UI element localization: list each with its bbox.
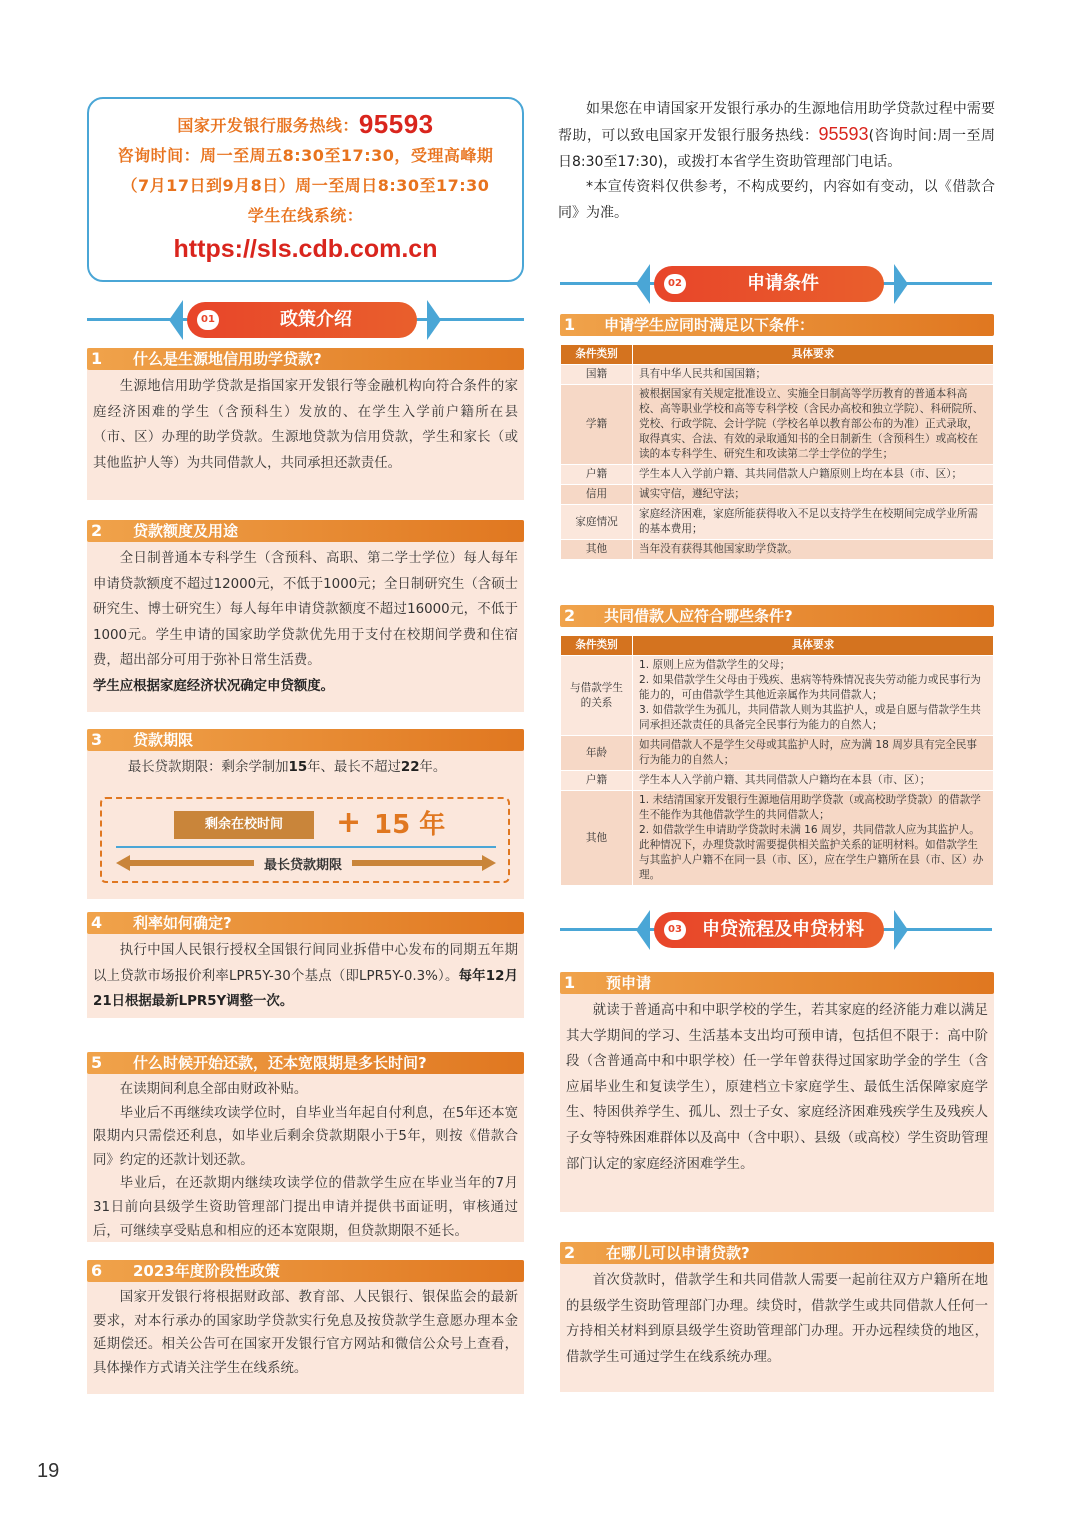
item-number: 2 — [564, 1243, 576, 1262]
section-banner-conditions — [560, 264, 992, 304]
remaining-school-time-tag: 剩余在校时间 — [174, 811, 314, 839]
policy-box-q6-body — [93, 1286, 518, 1380]
row-category: 其他 — [561, 791, 633, 886]
row-requirement: 诚实守信，遵纪守法； — [633, 485, 994, 505]
row-requirement: 具有中华人民共和国国籍； — [633, 365, 994, 385]
policy-box-q2 — [87, 520, 524, 712]
process-box-pre-header — [560, 972, 994, 994]
item-number: 1 — [564, 973, 576, 992]
hotline-number[interactable]: 95593 — [358, 109, 434, 139]
q3-text-c: 年。 — [419, 760, 447, 775]
table-row — [561, 465, 994, 485]
intro-hotline-number[interactable]: 95593 — [818, 124, 869, 145]
intro-p1b: (咨询时间:周一至周日8:30至17:30)，或拨打本省学生资助管理部门电话。 — [558, 128, 995, 170]
policy-box-q1-header — [87, 348, 524, 370]
plus-sign: + — [336, 805, 362, 840]
row-requirement: 被根据国家有关规定批准设立、实施全日制高等学历教育的普通本科高校、高等职业学校和高等专科学校（含民办高校和独立学院）、科研院所、党校、行政学院、会计学院（学校名单以教育部公布的为准）正式录取，取得真实、合法、有效的录取通知书的全日制新生（含预科生）或高校在读的本专科学生、研究生和攻读第二学士学位的学生； — [633, 385, 994, 465]
hotline-hours-line2: （7月17日到9月8日）周一至周日8:30至17:30 — [121, 176, 490, 195]
row-requirement: 学生本人入学前户籍、其共同借款人户籍原则上均在本县（市、区）； — [633, 465, 994, 485]
section-banner-policy — [87, 300, 524, 340]
policy-box-q1-body — [93, 374, 518, 476]
online-system-label: 学生在线系统： — [247, 206, 364, 225]
row-category: 学籍 — [561, 385, 633, 465]
student-conditions-header-box — [560, 314, 994, 336]
q1-text: 生源地信用助学贷款是指国家开发银行等金融机构向符合条件的家庭经济困难的学生（含预科生）发放的、在学生入学前户籍所在县（市、区）办理的助学贷款。生源地贷款为信用贷款，学生和家长（或其他监护人等）为共同借款人，共同承担还款责任。 — [93, 379, 518, 471]
process-box-where-header — [560, 1242, 994, 1264]
table-row — [561, 656, 994, 736]
table-row — [561, 791, 994, 886]
item-number: 3 — [91, 730, 103, 749]
q3-text — [93, 755, 518, 781]
section-badge-02: 02 — [664, 274, 686, 294]
q4-text-main: 执行中国人民银行授权全国银行间同业拆借中心发布的同期五年期以上贷款市场报价利率LPR5Y-30个基点（即LPR5Y-0.3%）。 — [93, 943, 518, 984]
intro-p1a: 如果您在申请国家开发银行承办的生源地信用助学贷款过程中需要帮助，可以致电国家开发银行服务热线： — [558, 101, 995, 145]
policy-box-q2-body — [93, 546, 518, 700]
row-category: 年龄 — [561, 736, 633, 771]
section-badge-03: 03 — [664, 920, 686, 940]
q4-emphasis: 每年12月21日根据最新LPR5Y调整一次。 — [93, 968, 518, 1010]
pre-application-text: 就读于普通高中和中职学校的学生，若其家庭的经济能力难以满足其大学期间的学习、生活基本支出均可预申请，包括但不限于：高中阶段（含普通高中和中职学校）任一学年曾获得过国家助学金的学生（含应届毕业生和复读学生），原建档立卡家庭学生、最低生活保障家庭学生、特困供养学生、孤儿、烈士子女、家庭经济困难残疾学生及残疾人子女等特殊困难群体以及高中（含中职）、县级（或高校）学生资助管理部门认定的家庭经济困难学生。 — [566, 1003, 988, 1172]
item-title: 什么时候开始还款，还本宽限期是多长时间? — [133, 1054, 427, 1072]
item-title: 什么是生源地信用助学贷款? — [133, 350, 322, 368]
q3-years-a: 15 — [288, 760, 308, 775]
section-title-process: 申贷流程及申贷材料 — [654, 912, 884, 948]
policy-box-q6-header — [87, 1260, 524, 1282]
coborrower-conditions-table — [560, 635, 994, 886]
q5-paragraph-2: 毕业后不再继续攻读学位时，自毕业当年起自付利息，在5年还本宽限期内只需偿还利息，如毕业后剩余贷款期限小于5年，则按《借款合同》约定的还款计划还款。 — [93, 1105, 518, 1168]
item-number: 5 — [91, 1053, 103, 1072]
process-box-where — [560, 1242, 994, 1392]
intro-paragraph-1 — [558, 97, 995, 175]
process-box-pre-body — [566, 998, 988, 1177]
loan-term-diagram — [100, 797, 510, 883]
max-loan-term-label: 最长贷款期限 — [254, 857, 352, 875]
policy-box-q6 — [87, 1260, 524, 1394]
process-box-pre — [560, 972, 994, 1212]
section-title-policy: 政策介绍 — [187, 302, 417, 338]
q4-text — [93, 938, 518, 1015]
col-header-requirement: 具体要求 — [633, 636, 994, 656]
table-row — [561, 365, 994, 385]
policy-box-q4-body — [93, 938, 518, 1015]
table-row — [561, 505, 994, 540]
process-box-where-body — [566, 1268, 988, 1370]
row-requirement: 当年没有获得其他国家助学贷款。 — [633, 540, 994, 560]
item-title: 2023年度阶段性政策 — [133, 1262, 280, 1280]
policy-box-q1 — [87, 348, 524, 500]
q3-text-a: 最长贷款期限：剩余学制加 — [127, 760, 289, 775]
item-title: 利率如何确定? — [133, 914, 232, 932]
item-title: 预申请 — [606, 974, 652, 992]
col-header-requirement: 具体要求 — [633, 345, 994, 365]
policy-box-q5-header — [87, 1052, 524, 1074]
student-conditions-table — [560, 344, 994, 560]
hotline-heading — [89, 109, 522, 141]
intro-text — [558, 97, 995, 226]
policy-box-q2-header — [87, 520, 524, 542]
table-row — [561, 736, 994, 771]
policy-box-q4 — [87, 912, 524, 1018]
row-requirement: 1. 未结清国家开发银行生源地信用助学贷款（或高校助学贷款）的借款学生不能作为其他借款学生的共同借款人； 2. 如借款学生申请助学贷款时未满 16 周岁，共同借款人应为其监护人。此种情况下，办理贷款时需要提供相关监护关系的证明材料。如借款学生与其监护人户籍不在同一县（市、区），应在学生户籍所在县（市、区）办理。 — [633, 791, 994, 886]
row-category: 信用 — [561, 485, 633, 505]
col-header-category: 条件类别 — [561, 345, 633, 365]
term-divider — [116, 846, 496, 848]
row-category: 户籍 — [561, 771, 633, 791]
item-title: 贷款期限 — [133, 731, 194, 749]
item-title: 申请学生应同时满足以下条件： — [604, 316, 815, 334]
coborrower-conditions-header — [560, 605, 994, 627]
row-category: 户籍 — [561, 465, 633, 485]
item-number: 1 — [91, 349, 103, 368]
row-requirement: 1. 原则上应为借款学生的父母； 2. 如果借款学生父母由于残疾、患病等特殊情况丧失劳动能力或民事行为能力的，可由借款学生其他近亲属作为共同借款人； 3. 如借款学生为孤儿，共同借款人则为其监护人，或是自愿与借款学生共同承担还款责任的具备完全民事行为能力的自然人； — [633, 656, 994, 736]
row-category: 其他 — [561, 540, 633, 560]
page-number: 19 — [37, 1460, 60, 1482]
policy-box-q3-header — [87, 729, 524, 751]
hotline-box — [87, 97, 524, 282]
policy-box-q3-body — [93, 755, 518, 781]
q2-text: 全日制普通本专科学生（含预科、高职、第二学士学位）每人每年申请贷款额度不超过12000元，不低于1000元；全日制研究生（含硕士研究生、博士研究生）每人每年申请贷款额度不超过16000元，不低于1000元。学生申请的国家助学贷款优先用于支付在校期间学费和住宿费，超出部分可用于弥补日常生活费。 — [93, 551, 518, 669]
row-category: 家庭情况 — [561, 505, 633, 540]
row-category: 国籍 — [561, 365, 633, 385]
student-conditions-header — [560, 314, 994, 336]
item-number: 1 — [564, 315, 576, 334]
section-badge-01: 01 — [197, 310, 219, 330]
q5-paragraph-3: 毕业后，在还款期内继续攻读学位的借款学生应在毕业当年的7月31日前向县级学生资助管理部门提出申请并提供书面证明，审核通过后，可继续享受贴息和相应的还本宽限期，但贷款期限不延长。 — [93, 1176, 518, 1239]
where-to-apply-text: 首次贷款时，借款学生和共同借款人需要一起前往双方户籍所在地的县级学生资助管理部门办理。续贷时，借款学生或共同借款人任何一方持相关材料到原县级学生资助管理部门办理。开办远程续贷的地区，借款学生可通过学生在线系统办理。 — [566, 1273, 988, 1365]
item-number: 6 — [91, 1261, 103, 1280]
item-number: 4 — [91, 913, 103, 932]
online-system-url[interactable]: https://sls.cdb.com.cn — [173, 235, 438, 263]
item-number: 2 — [564, 606, 576, 625]
intro-disclaimer: *本宣传资料仅供参考，不构成要约，内容如有变动，以《借款合同》为准。 — [558, 179, 995, 221]
policy-box-q5 — [87, 1052, 524, 1242]
hotline-hours-line1: 咨询时间：周一至周五8:30至17:30，受理高峰期 — [117, 146, 494, 165]
fifteen-years-label: 15 年 — [374, 810, 446, 840]
table-row — [561, 385, 994, 465]
item-title: 共同借款人应符合哪些条件? — [604, 607, 793, 625]
row-requirement: 家庭经济困难，家庭所能获得收入不足以支持学生在校期间完成学业所需的基本费用； — [633, 505, 994, 540]
section-title-conditions: 申请条件 — [654, 266, 884, 302]
col-header-category: 条件类别 — [561, 636, 633, 656]
table-row — [561, 540, 994, 560]
item-title: 贷款额度及用途 — [133, 522, 239, 540]
policy-box-q5-body — [93, 1078, 518, 1243]
row-category: 与借款学生的关系 — [561, 656, 633, 736]
row-requirement: 学生本人入学前户籍、其共同借款人户籍均在本县（市、区）； — [633, 771, 994, 791]
coborrower-conditions-header-box — [560, 605, 994, 627]
table-row — [561, 771, 994, 791]
policy-box-q4-header — [87, 912, 524, 934]
q5-paragraph-1: 在读期间利息全部由财政补贴。 — [119, 1082, 308, 1097]
q6-text: 国家开发银行将根据财政部、教育部、人民银行、银保监会的最新要求，对本行承办的国家助学贷款实行免息及按贷款学生意愿办理本金延期偿还。相关公告可在国家开发银行官方网站和微信公众号上查看，具体操作方式请关注学生在线系统。 — [93, 1290, 518, 1376]
q2-emphasis: 学生应根据家庭经济状况确定申贷额度。 — [93, 678, 335, 694]
q3-text-b: 年、最长不超过 — [307, 760, 401, 775]
q3-years-b: 22 — [400, 760, 420, 775]
item-number: 2 — [91, 521, 103, 540]
hotline-label: 国家开发银行服务热线： — [177, 116, 359, 135]
row-requirement: 如共同借款人不是学生父母或其监护人时，应为满 18 周岁具有完全民事行为能力的自然人； — [633, 736, 994, 771]
table-row — [561, 485, 994, 505]
item-title: 在哪儿可以申请贷款? — [606, 1244, 750, 1262]
section-banner-process — [560, 910, 992, 950]
